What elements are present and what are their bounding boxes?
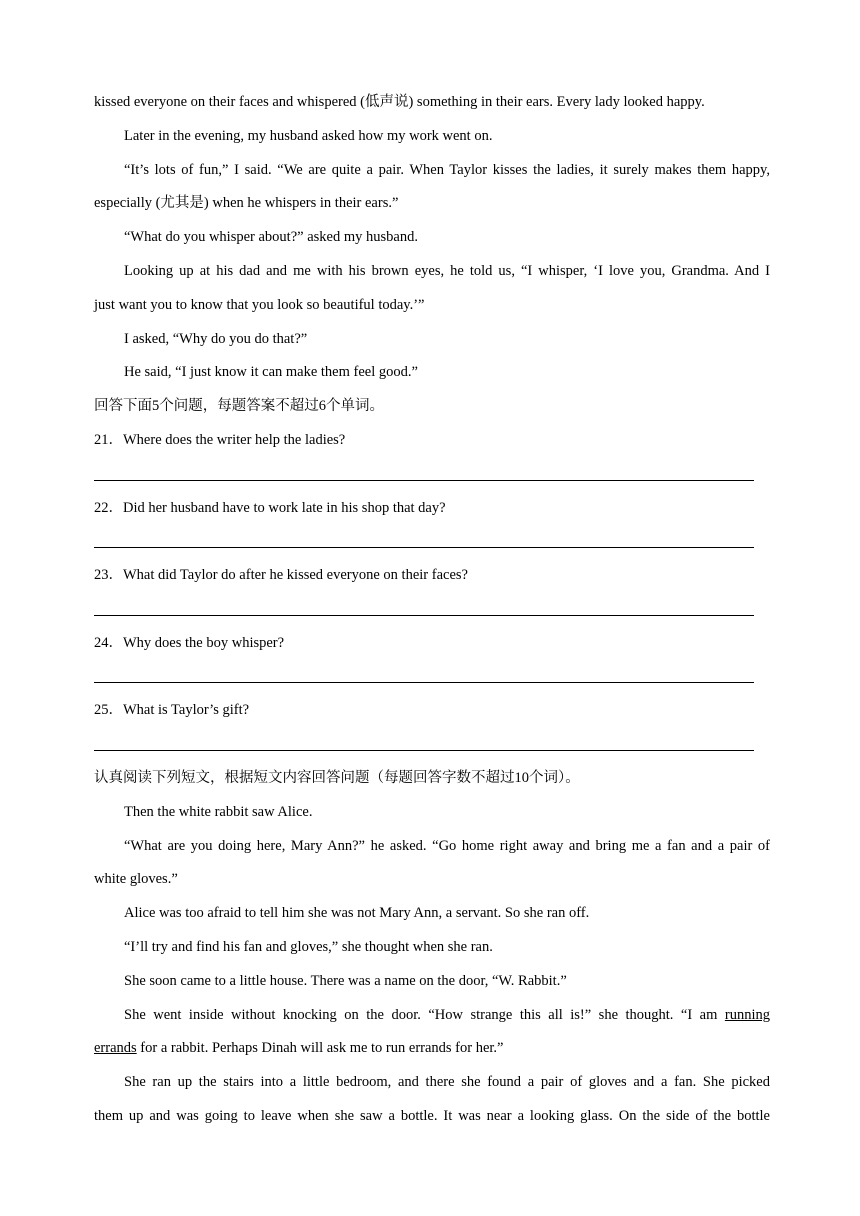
question-23 <box>94 559 770 593</box>
passage-line: just want you to know that you look so beautiful today.’” <box>94 296 425 313</box>
passage-line: She ran up the stairs into a little bedroom, and there she found a pair of gloves and a fan. She picked <box>124 1074 770 1091</box>
question-number: 25． <box>94 702 123 719</box>
answer-line-23[interactable] <box>94 593 770 627</box>
passage-line: “It’s lots of fun,” I said. “We are quite a pair. When Taylor kisses the ladies, it surely makes them happy, <box>124 161 770 178</box>
passage-line: them up and was going to leave when she saw a bottle. It was near a looking glass. On the side of the bottle <box>94 1107 770 1124</box>
answer-line-22[interactable] <box>94 525 770 559</box>
section-instruction: 认真阅读下列短文，根据短文内容回答问题（每题回答字数不超过10个词）。 <box>94 769 580 786</box>
question-24 <box>94 627 770 661</box>
answer-line-21[interactable] <box>94 458 770 492</box>
question-number: 23． <box>94 567 123 584</box>
underlined-phrase: errands <box>94 1040 137 1057</box>
passage-line: Later in the evening, my husband asked how my work went on. <box>124 127 493 144</box>
question-text: Did her husband have to work late in his shop that day? <box>123 499 446 516</box>
passage-line: Looking up at his dad and me with his brown eyes, he told us, “I whisper, ‘I love you, Grandma. And I <box>124 262 770 279</box>
passage-line: She soon came to a little house. There was a name on the door, “W. Rabbit.” <box>124 972 567 989</box>
passage-line: “What are you doing here, Mary Ann?” he asked. “Go home right away and bring me a fan and a pair of <box>124 837 770 854</box>
question-25 <box>94 694 770 728</box>
passage-line: especially (尤其是) when he whispers in their ears.” <box>94 195 399 212</box>
passage-line: kissed everyone on their faces and whispered (低声说) something in their ears. Every lady looked happy. <box>94 94 705 110</box>
passage-line: “I’ll try and find his fan and gloves,” she thought when she ran. <box>124 938 493 955</box>
passage-line: white gloves.” <box>94 871 178 888</box>
question-text: What is Taylor’s gift? <box>123 702 250 719</box>
question-text: What did Taylor do after he kissed everyone on their faces? <box>123 567 468 584</box>
answer-line-25[interactable] <box>94 728 770 762</box>
underlined-phrase: running <box>724 1006 770 1023</box>
passage-text: She went inside without knocking on the door. “How strange this all is!” she thought. “I am <box>124 1006 718 1023</box>
passage-line <box>94 1032 770 1066</box>
answer-line-24[interactable] <box>94 661 770 695</box>
section-instruction: 回答下面5个问题，每题答案不超过6个单词。 <box>94 398 384 415</box>
question-22 <box>94 492 770 526</box>
passage-text: for a rabbit. Perhaps Dinah will ask me to run errands for her.” <box>136 1040 504 1057</box>
question-21 <box>94 424 770 458</box>
passage-line: “What do you whisper about?” asked my husband. <box>124 229 418 246</box>
passage-line <box>94 999 770 1033</box>
passage-line: Alice was too afraid to tell him she was not Mary Ann, a servant. So she ran off. <box>124 905 590 922</box>
document-page <box>94 86 770 1134</box>
question-text: Why does the boy whisper? <box>123 634 285 651</box>
question-number: 22． <box>94 499 123 516</box>
passage-line: Then the white rabbit saw Alice. <box>124 803 313 820</box>
passage-line: He said, “I just know it can make them feel good.” <box>124 364 418 381</box>
question-number: 21． <box>94 431 123 448</box>
question-text: Where does the writer help the ladies? <box>123 431 346 448</box>
passage-line: I asked, “Why do you do that?” <box>124 330 308 347</box>
question-number: 24． <box>94 634 123 651</box>
